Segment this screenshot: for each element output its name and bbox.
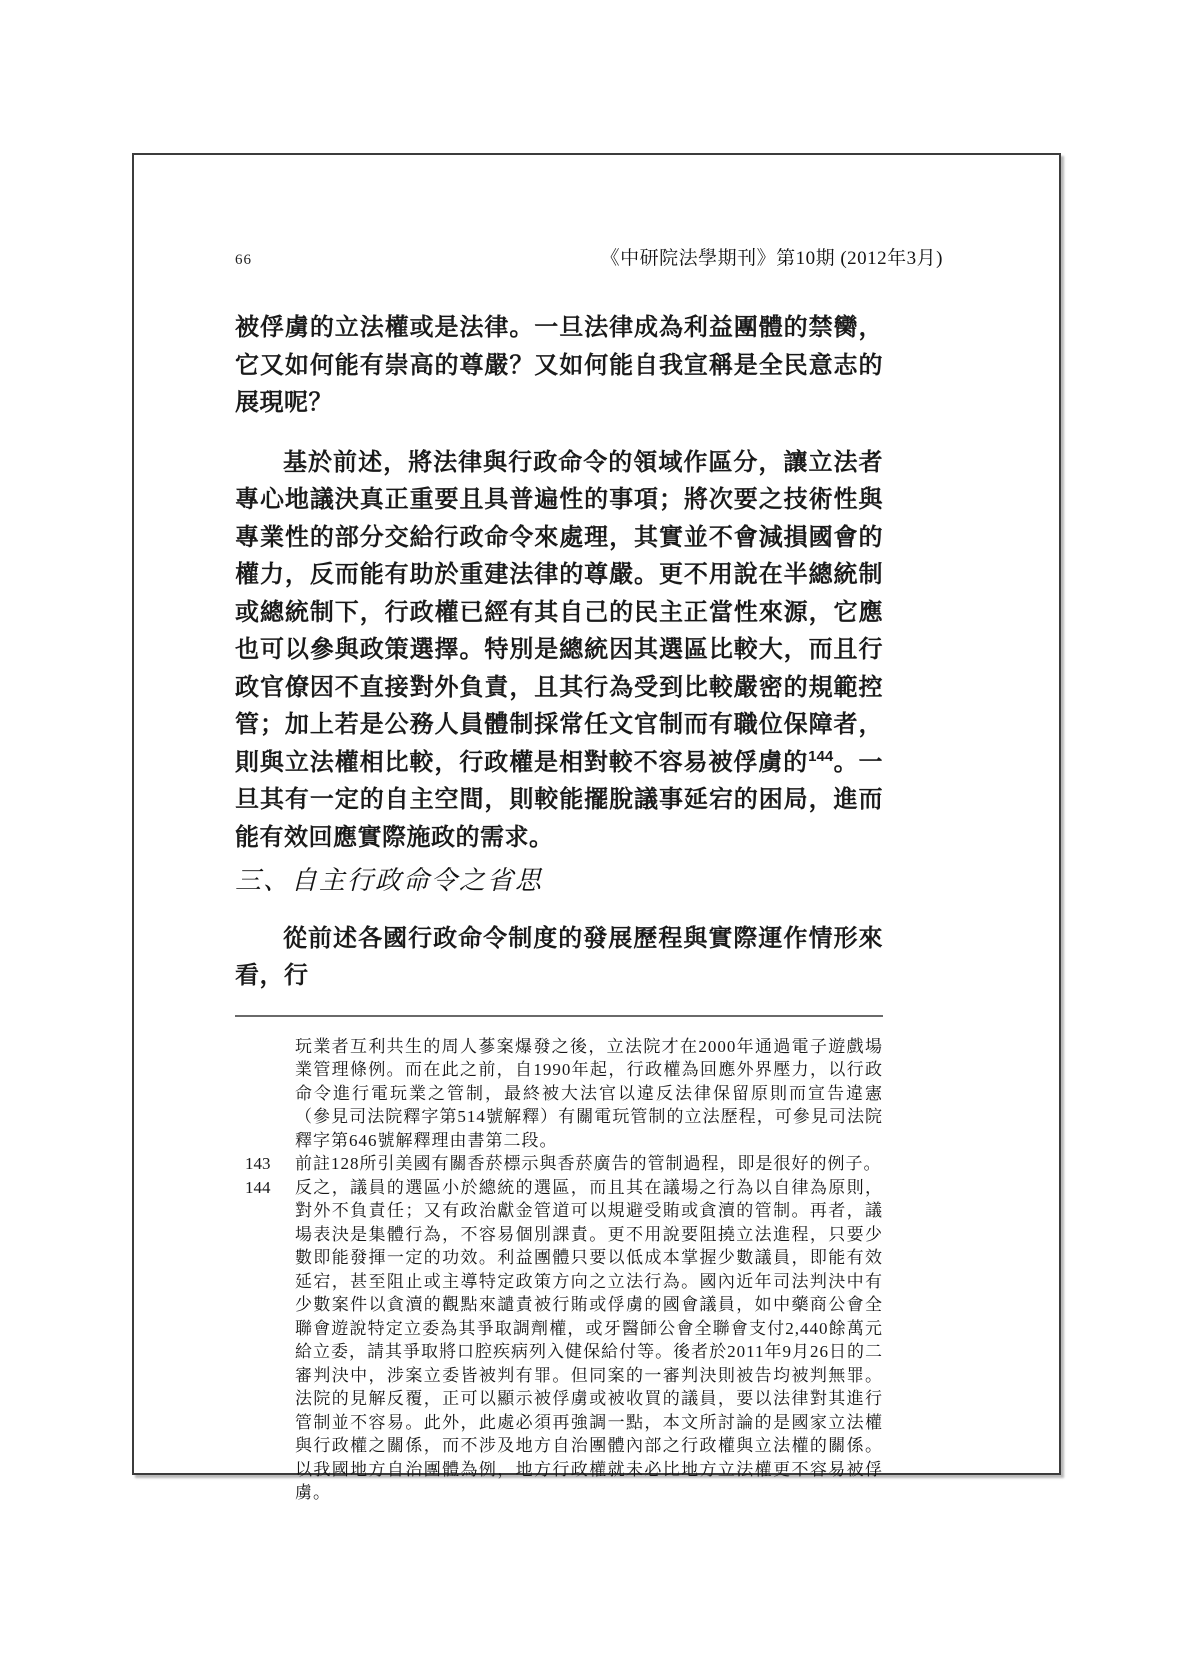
- footnote-ref-144: 144: [808, 747, 834, 765]
- body-paragraph-2: [235, 444, 883, 857]
- section-heading: 三、自主行政命令之省思: [235, 866, 544, 895]
- footnote-144: [235, 1176, 883, 1505]
- page-number: 66: [235, 252, 252, 268]
- footnote-143-number: 143: [245, 1154, 271, 1174]
- body-paragraph-1: 被俘虜的立法權或是法律。一旦法律成為利益團體的禁臠，它又如何能有崇高的尊嚴？又如何能自我宣稱是全民意志的展現呢？: [235, 314, 883, 416]
- journal-header: 《中研院法學期刊》第10期 (2012年3月): [600, 248, 943, 269]
- footnote-144-number: 144: [245, 1177, 271, 1197]
- footnote-144-text: 反之，議員的選區小於總統的選區，而且其在議場之行為以自律為原則，對外不負責任；又有政治獻金管道可以規避受賄或貪瀆的管制。再者，議場表決是集體行為，不容易個別課責。更不用說要阻撓立法進程，只要少數即能發揮一定的功效。利益團體只要以低成本掌握少數議員，即能有效延宕，甚至阻止或主導特定政策方向之立法行為。國內近年司法判決中有少數案件以貪瀆的觀點來譴責被行賄或俘虜的國會議員，如中藥商公會全聯會遊說特定立委為其爭取調劑權，或牙醫師公會全聯會支付2,440餘萬元給立委，請其爭取將口腔疾病列入健保給付等。後者於2011年9月26日的二審判決中，涉案立委皆被判有罪。但同案的一審判決則被告均被判無罪。法院的見解反覆，正可以顯示被俘虜或被收買的議員，要以法律對其進行管制並不容易。此外，此處必須再強調一點，本文所討論的是國家立法權與行政權之關係，而不涉及地方自治團體內部之行政權與立法權的關係。以我國地方自治團體為例，地方行政權就未必比地方立法權更不容易被俘虜。: [295, 1177, 883, 1503]
- footnotes-block: [235, 1035, 883, 1505]
- body-paragraph-2-text: 基於前述，將法律與行政命令的領域作區分，讓立法者專心地議決真正重要且具普遍性的事項；將次要之技術性與專業性的部分交給行政命令來處理，其實並不會減損國會的權力，反而能有助於重建法律的尊嚴。更不用說在半總統制或總統制下，行政權已經有其自己的民主正當性來源，它應也可以參與政策選擇。特別是總統因其選區比較大，而且行政官僚因不直接對外負責，且其行為受到比較嚴密的規範控管；加上若是公務人員體制採常任文官制而有職位保障者，則與立法權相比較，行政權是相對較不容易被俘虜的: [235, 448, 883, 776]
- body-paragraph-3: 從前述各國行政命令制度的發展歷程與實際運作情形來看，行: [235, 924, 883, 990]
- page-header: [235, 243, 943, 270]
- footnote-separator: [235, 1015, 883, 1017]
- body-paragraph-2-text-after-ref: 。一旦其有一定的自主空間，則較能擺脫議事延宕的困局，進而能有效回應實際施政的需求。: [235, 748, 884, 851]
- footnote-143: [235, 1152, 883, 1176]
- page-content: [235, 243, 943, 1505]
- footnote-143-text: 前註128所引美國有關香菸標示與香菸廣告的管制過程，即是很好的例子。: [295, 1154, 882, 1174]
- page-frame: [132, 153, 1061, 1503]
- footnote-continuation: 玩業者互利共生的周人蔘案爆發之後，立法院才在2000年通過電子遊戲場業管理條例。而在此之前，自1990年起，行政權為回應外界壓力，以行政命令進行電玩業之管制，最終被大法官以違反法律保留原則而宣告違憲（參見司法院釋字第514號解釋）有關電玩管制的立法歷程，可參見司法院釋字第646號解釋理由書第二段。: [295, 1036, 883, 1150]
